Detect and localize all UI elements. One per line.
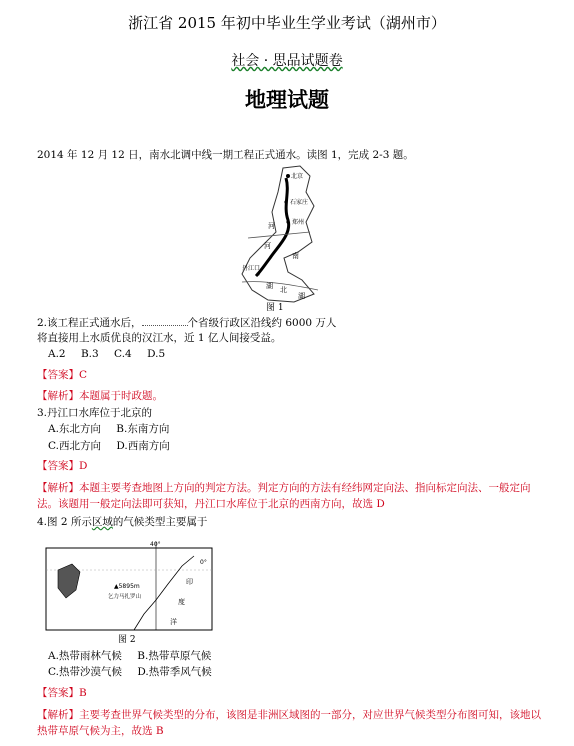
q2-stem-b: 个省级行政区沿线约 6000 万人 bbox=[187, 317, 337, 329]
exam-title: 浙江省 2015 年初中毕业生学业考试（湖州市） bbox=[128, 14, 446, 32]
q2-analysis: 【解析】本题属于时政题。 bbox=[37, 390, 163, 402]
fig1-label-he-1: 河 bbox=[268, 222, 275, 230]
fig1-label-beijing: 北京 bbox=[291, 173, 304, 180]
fig1-label-zhengzhou: 郑州 bbox=[292, 219, 305, 226]
section-title: 地理试题 bbox=[245, 87, 329, 112]
fig1-label-bei: 北 bbox=[280, 286, 287, 294]
q4-options-row1 bbox=[48, 649, 223, 663]
fig1-label-hu-2: 湖 bbox=[298, 292, 305, 300]
q3-options-row1 bbox=[48, 422, 181, 436]
fig2-ocean-char-1: 印 bbox=[186, 578, 193, 586]
fig1-label-he-2: 河 bbox=[264, 242, 271, 250]
fig2-lon-label: 0° bbox=[200, 559, 207, 566]
q4-stem-b: 区域 bbox=[91, 516, 113, 528]
q3-analysis: 【解析】本题主要考查地图上方向的判定方法。判定方向的方法有经纬网定向法、指向标定向法、一般定向法。该题用一般定向法即可获知，丹江口水库位于北京的西南方向，故选 D bbox=[37, 482, 531, 510]
fig2-ocean-char-3: 洋 bbox=[170, 618, 177, 626]
q2-option-d: D.5 bbox=[147, 348, 166, 360]
q2-option-a: A.2 bbox=[48, 348, 66, 360]
q3-stem: 3.丹江口水库位于北京的 bbox=[37, 407, 153, 419]
figure1-map bbox=[228, 162, 348, 312]
q4-analysis: 【解析】主要考查世界气候类型的分布，该图是非洲区域图的一部分，对应世界气候类型分布图可知，该地以热带草原气候为主，故选 B bbox=[37, 709, 541, 737]
q4-stem bbox=[37, 515, 207, 529]
q4-option-b: B.热带草原气候 bbox=[137, 650, 212, 662]
fig2-mountain-label: 乞力马扎罗山 bbox=[108, 594, 142, 600]
q4-stem-a: 4.图 2 所示 bbox=[37, 516, 92, 528]
q4-option-d: D.热带季风气候 bbox=[137, 666, 212, 678]
figure1-caption: 图 1 bbox=[266, 303, 284, 313]
q2-stem-a: 2.该工程正式通水后， bbox=[37, 317, 142, 329]
exam-subtitle bbox=[0, 50, 574, 70]
figure2-caption: 图 2 bbox=[118, 635, 136, 645]
q4-option-a: A.热带雨林气候 bbox=[48, 650, 122, 662]
intro-text: 2014 年 12 月 12 日，南水北调中线一期工程正式通水。读图 1，完成 2-3 题。 bbox=[37, 149, 414, 161]
q4-option-c: C.热带沙漠气候 bbox=[48, 666, 122, 678]
fig2-lat-label: 40° bbox=[150, 541, 161, 548]
q2-options bbox=[48, 347, 177, 361]
q2-answer: 【答案】C bbox=[37, 369, 88, 381]
q4-stem-c: 的气候类型主要属于 bbox=[112, 516, 208, 528]
fig1-label-shijiazhuang: 石家庄 bbox=[290, 199, 309, 206]
q3-options-row2 bbox=[48, 439, 182, 453]
q2-option-b: B.3 bbox=[80, 348, 99, 360]
q2-stem-c: 将直接用上水质优良的汉江水，近 1 亿人间接受益。 bbox=[37, 332, 282, 344]
q4-answer: 【答案】B bbox=[37, 687, 87, 699]
fig2-ocean-char-2: 度 bbox=[178, 598, 185, 606]
q2-option-c: C.4 bbox=[114, 348, 132, 360]
fig1-label-nan: 南 bbox=[292, 252, 299, 260]
q3-answer: 【答案】D bbox=[37, 460, 88, 472]
fig1-label-danjiangkou: 丹江口 bbox=[242, 265, 261, 272]
q3-option-a: A.东北方向 bbox=[48, 423, 101, 435]
fig2-peak-label: ▲5895m bbox=[114, 583, 140, 590]
q3-option-d: D.西南方向 bbox=[116, 440, 170, 452]
exam-subtitle-text: 社会 · 思品试题卷 bbox=[231, 53, 343, 69]
q2-stem bbox=[37, 316, 336, 330]
q4-options-row2 bbox=[48, 665, 224, 679]
q3-option-c: C.西北方向 bbox=[48, 440, 101, 452]
fig1-label-hu: 湖 bbox=[266, 282, 273, 290]
figure2-map bbox=[44, 540, 214, 636]
q3-option-b: B.东南方向 bbox=[116, 423, 170, 435]
q2-blank bbox=[142, 325, 188, 326]
